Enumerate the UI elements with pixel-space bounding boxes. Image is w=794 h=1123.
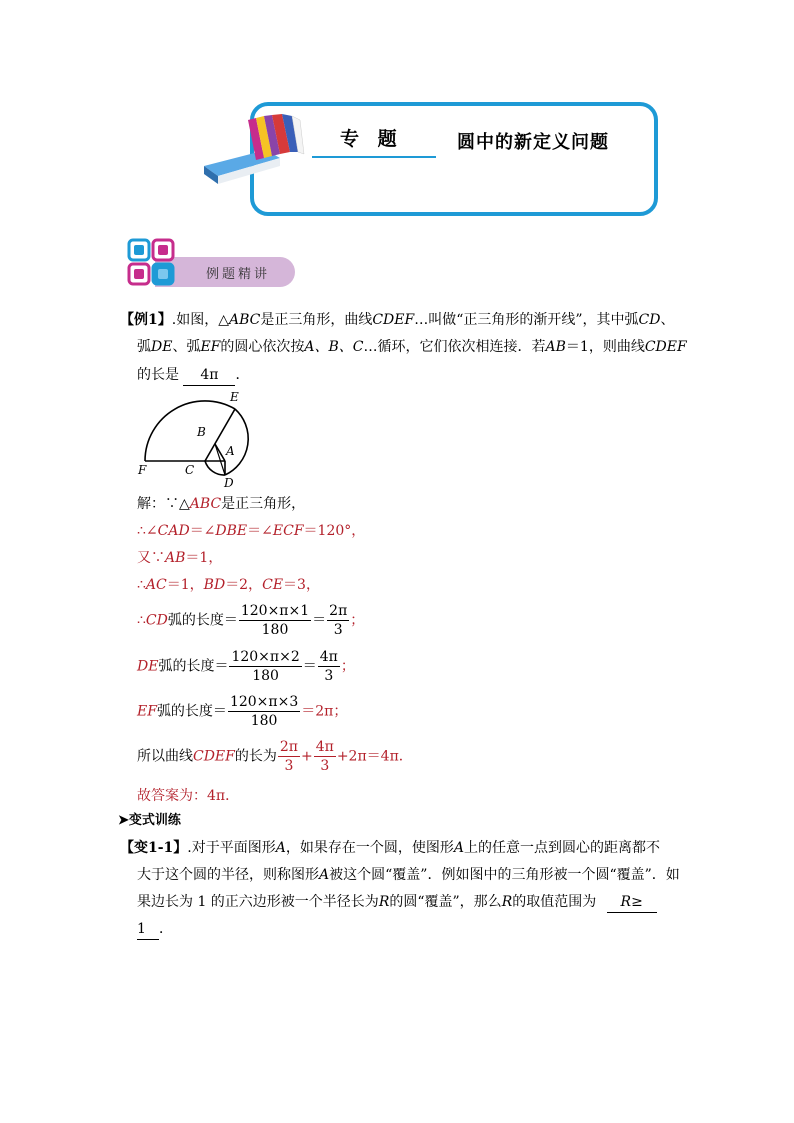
math-var: CD bbox=[145, 612, 168, 629]
header-topic-label: 专 题 bbox=[340, 128, 403, 150]
solution-line5 bbox=[137, 602, 364, 639]
text: ＝1， bbox=[166, 577, 204, 593]
solution-line2 bbox=[137, 521, 365, 541]
text: 弧的长度＝ bbox=[158, 658, 229, 675]
fraction-numerator: 120×π×3 bbox=[229, 694, 299, 710]
text: ＝1， bbox=[185, 550, 223, 566]
math-var: CAD bbox=[157, 523, 190, 539]
text: ． bbox=[235, 367, 250, 383]
math-var: AB bbox=[165, 550, 186, 566]
text: 、弧 bbox=[172, 339, 201, 355]
page-title: 圆中的新定义问题 bbox=[457, 132, 609, 153]
text: ； bbox=[340, 658, 355, 675]
example1-line1 bbox=[120, 310, 674, 330]
label-C: C bbox=[185, 463, 195, 477]
text: ≥ bbox=[631, 894, 643, 910]
math-var: AB bbox=[545, 339, 566, 355]
fraction bbox=[278, 738, 300, 775]
math-var: AC bbox=[145, 577, 167, 593]
fraction bbox=[228, 693, 300, 730]
variant1-line2 bbox=[137, 865, 680, 885]
text: 的圆心依次按 bbox=[220, 339, 305, 355]
text: ∴ bbox=[137, 612, 146, 629]
fraction-numerator: 120×π×2 bbox=[231, 649, 300, 665]
fraction-denominator: 3 bbox=[284, 758, 294, 774]
text: 又∵ bbox=[137, 550, 165, 566]
text: 是正三角形，曲线 bbox=[260, 312, 373, 328]
text: 弧的长度＝ bbox=[167, 612, 238, 629]
text: ＝∠ bbox=[247, 523, 273, 539]
answer-blank-part2: 1 bbox=[137, 919, 159, 940]
solution-line3 bbox=[137, 548, 222, 568]
answer-blank-part1 bbox=[607, 892, 657, 913]
variant1-line3 bbox=[137, 892, 657, 913]
math-var: BD bbox=[203, 577, 226, 593]
text: ； bbox=[350, 612, 365, 629]
grid-squares-icon bbox=[127, 238, 179, 290]
text: 上的任意一点到圆心的距离都不 bbox=[464, 840, 660, 856]
label-A: A bbox=[226, 444, 235, 458]
solution-line6 bbox=[137, 648, 355, 685]
variant1-tag: 【变1-1】 bbox=[120, 840, 188, 856]
text: + bbox=[300, 748, 313, 765]
text: 所以曲线 bbox=[137, 748, 193, 765]
math-var: ECF bbox=[272, 523, 304, 539]
text: 果边长为 1 的正六边形被一个半径长为 bbox=[137, 894, 379, 910]
text: 的圆“覆盖”，那么 bbox=[389, 894, 502, 910]
text: …叫做“正三角形的渐开线”，其中弧 bbox=[414, 312, 639, 328]
fraction bbox=[318, 648, 340, 685]
math-var: CDEF bbox=[193, 748, 235, 765]
text: 的长是 bbox=[137, 367, 179, 383]
math-var: R bbox=[378, 894, 390, 910]
text: ＝2π； bbox=[301, 703, 348, 720]
math-var: R bbox=[501, 894, 513, 910]
example1-line2 bbox=[137, 337, 687, 357]
fraction-numerator: 120×π×1 bbox=[240, 603, 310, 619]
text: ∴∠ bbox=[137, 523, 158, 539]
math-var: EF bbox=[200, 339, 221, 355]
text: ，如果存在一个圆，使图形 bbox=[285, 840, 454, 856]
solution-line4 bbox=[137, 575, 320, 595]
fraction-denominator: 180 bbox=[261, 622, 289, 638]
solution-line1 bbox=[137, 494, 305, 514]
text: ． bbox=[159, 921, 173, 937]
fraction-numerator: 4π bbox=[319, 649, 338, 665]
example1-line3 bbox=[137, 365, 249, 386]
text: .如图，△ bbox=[171, 312, 229, 328]
fraction-numerator: 4π bbox=[315, 739, 334, 755]
math-var: ABC bbox=[189, 496, 222, 512]
label-F: F bbox=[138, 463, 147, 477]
text: 是正三角形， bbox=[221, 496, 306, 512]
text: .对于平面图形 bbox=[187, 840, 276, 856]
math-var: CD bbox=[638, 312, 661, 328]
fraction-denominator: 3 bbox=[333, 622, 343, 638]
solution-line7 bbox=[137, 693, 347, 730]
fraction bbox=[327, 602, 349, 639]
math-var: EF bbox=[137, 703, 157, 720]
math-var: A bbox=[453, 840, 464, 856]
involute-figure bbox=[130, 388, 270, 488]
math-var: DE bbox=[137, 658, 159, 675]
variant1-line4 bbox=[137, 919, 173, 940]
fraction bbox=[239, 602, 311, 639]
math-var: CE bbox=[262, 577, 284, 593]
math-var: R bbox=[620, 894, 632, 910]
header-underline bbox=[312, 156, 436, 158]
fraction bbox=[314, 738, 336, 775]
fraction-denominator: 3 bbox=[324, 668, 334, 684]
math-var: A、B、C bbox=[304, 339, 364, 355]
math-var: A bbox=[319, 867, 330, 883]
fraction bbox=[229, 648, 301, 685]
math-var: DE bbox=[151, 339, 173, 355]
solution-line9: 故答案为：4π． bbox=[137, 788, 240, 804]
math-var: A bbox=[275, 840, 286, 856]
math-var: DBE bbox=[215, 523, 248, 539]
text: 、 bbox=[660, 312, 675, 328]
text: ＝120°， bbox=[303, 523, 366, 539]
math-var: ABC bbox=[228, 312, 261, 328]
text: 被这个圆“覆盖”．例如图中的三角形被一个圆“覆盖”．如 bbox=[329, 867, 680, 883]
text: +2π＝4π． bbox=[336, 748, 413, 765]
text: 的长为 bbox=[234, 748, 277, 765]
fraction-numerator: 2π bbox=[279, 739, 298, 755]
text: ＝1，则曲线 bbox=[565, 339, 645, 355]
text: ＝ bbox=[302, 658, 317, 675]
math-var: CDEF bbox=[372, 312, 415, 328]
label-D: D bbox=[224, 476, 234, 488]
variant-heading: ➤变式训练 bbox=[118, 813, 181, 828]
label-B: B bbox=[197, 425, 206, 439]
solution-line8 bbox=[137, 738, 413, 775]
text: …循环，它们依次相连接．若 bbox=[363, 339, 546, 355]
fraction-numerator: 2π bbox=[329, 603, 348, 619]
text: 解：∵△ bbox=[137, 496, 190, 512]
books-icon bbox=[196, 112, 336, 192]
text: 的取值范围为 bbox=[512, 894, 597, 910]
fraction-denominator: 3 bbox=[320, 758, 330, 774]
answer-blank: 4π bbox=[183, 365, 235, 386]
section-badge-label: 例题精讲 bbox=[206, 267, 271, 282]
text: ＝2， bbox=[225, 577, 263, 593]
text: ＝ bbox=[312, 612, 327, 629]
text: ＝3， bbox=[283, 577, 320, 593]
text: 大于这个圆的半径，则称图形 bbox=[137, 867, 319, 883]
example1-tag: 【例1】 bbox=[120, 312, 172, 328]
fraction-denominator: 180 bbox=[250, 713, 278, 729]
variant1-line1 bbox=[120, 838, 660, 858]
text: 弧 bbox=[137, 339, 151, 355]
label-E: E bbox=[230, 390, 239, 404]
fraction-denominator: 180 bbox=[252, 668, 279, 684]
math-var: CDEF bbox=[644, 339, 687, 355]
text: ∴ bbox=[137, 577, 146, 593]
text: 弧的长度＝ bbox=[156, 703, 227, 720]
text: ＝∠ bbox=[189, 523, 216, 539]
